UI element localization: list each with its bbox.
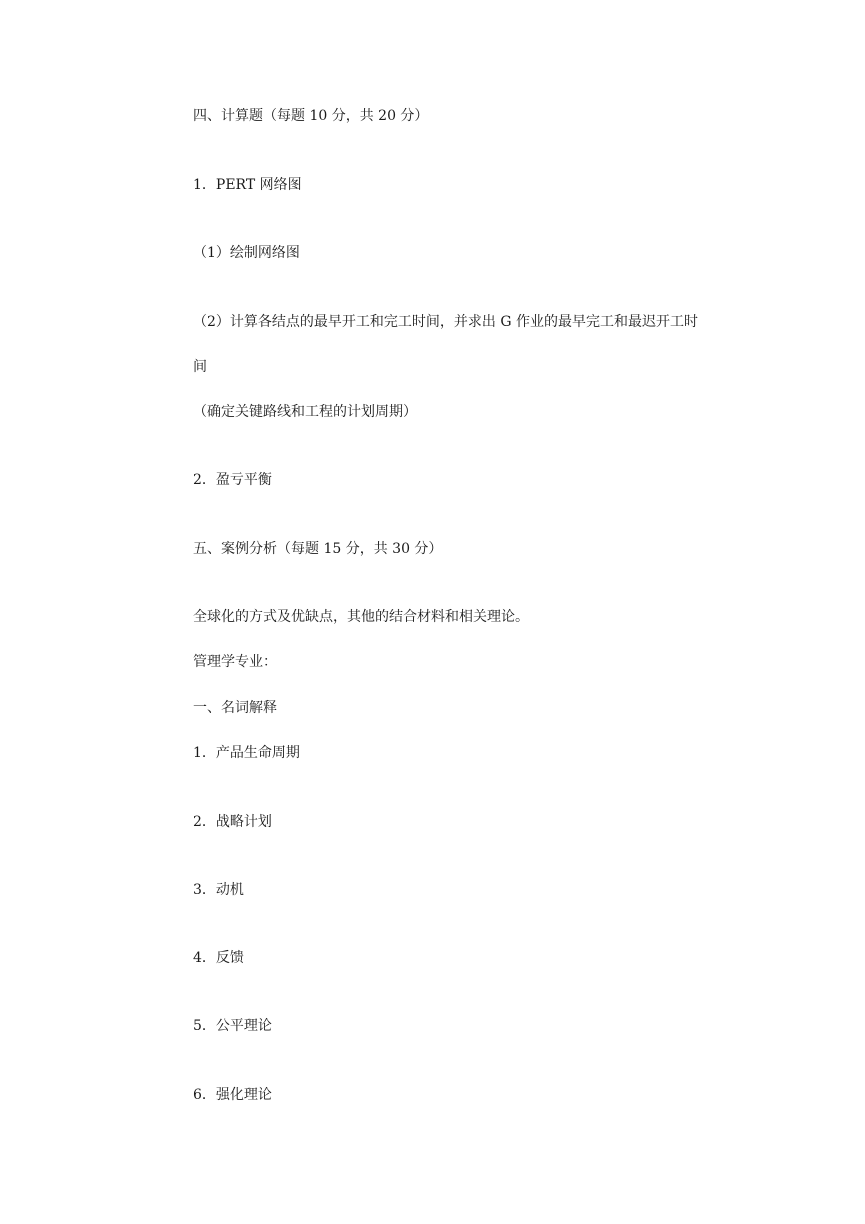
question-4-1-subitem-2-line-1: （2）计算各结点的最早开工和完工时间，并求出 G 作业的最早完工和最迟开工时	[193, 314, 698, 330]
term-item: 1．产品生命周期	[193, 745, 300, 761]
section-5-text: 全球化的方式及优缺点，其他的结合材料和相关理论。	[193, 609, 529, 625]
question-4-2-title: 2．盈亏平衡	[193, 472, 272, 488]
section-5-heading: 五、案例分析（每题 15 分，共 30 分）	[193, 541, 443, 557]
term-item: 3．动机	[193, 882, 244, 898]
section-1-heading: 一、名词解释	[193, 700, 277, 716]
term-item: 6．强化理论	[193, 1087, 272, 1103]
question-4-1-title: 1．PERT 网络图	[193, 177, 302, 193]
question-4-1-subitem-1: （1）绘制网络图	[193, 245, 300, 261]
major-heading: 管理学专业：	[193, 654, 277, 670]
term-item: 4．反馈	[193, 950, 244, 966]
section-4-heading: 四、计算题（每题 10 分，共 20 分）	[193, 108, 429, 124]
question-4-1-note: （确定关键路线和工程的计划周期）	[193, 404, 417, 420]
term-item: 2．战略计划	[193, 814, 272, 830]
term-item: 5．公平理论	[193, 1018, 272, 1034]
question-4-1-subitem-2-line-2: 间	[193, 359, 207, 375]
